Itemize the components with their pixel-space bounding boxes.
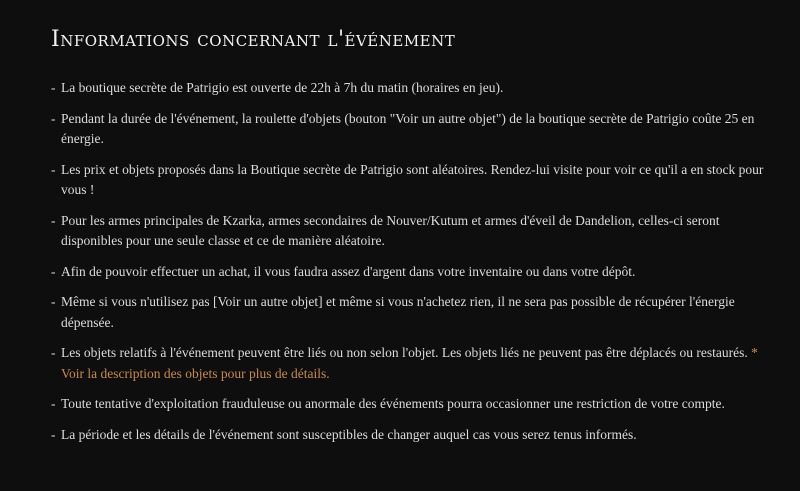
item-text: Pendant la durée de l'événement, la roulette d'objets (bouton "Voir un autre objet") de la boutique secrète de Patrigio coûte 25 en énergie. xyxy=(61,110,755,146)
list-item xyxy=(51,262,771,283)
item-text: Afin de pouvoir effectuer un achat, il vous faudra assez d'argent dans votre inventaire ou dans votre dépôt. xyxy=(61,263,636,279)
list-item xyxy=(51,394,771,415)
bullet-dash: - xyxy=(51,161,56,177)
item-text: Pour les armes principales de Kzarka, armes secondaires de Nouver/Kutum et armes d'éveil de Dandelion, celles-ci seront disponibles pour une seule classe et ce de manière aléatoire. xyxy=(61,212,720,248)
list-item xyxy=(51,292,771,333)
bullet-dash: - xyxy=(51,212,56,228)
list-item xyxy=(51,109,771,150)
item-text: Les objets relatifs à l'événement peuvent être liés ou non selon l'objet. Les objets liés ne peuvent pas être déplacés ou restaurés. xyxy=(61,345,748,360)
list-item xyxy=(51,343,771,384)
bullet-dash: - xyxy=(51,345,56,360)
list-item xyxy=(51,425,771,446)
bullet-dash: - xyxy=(51,80,56,95)
bullet-dash: - xyxy=(51,110,56,126)
list-item xyxy=(51,211,771,252)
page-title: Informations concernant l'événement xyxy=(51,27,456,52)
item-note: * Voir la description des objets pour plus de détails. xyxy=(61,345,758,381)
item-text: La boutique secrète de Patrigio est ouverte de 22h à 7h du matin (horaires en jeu). xyxy=(61,80,504,95)
bullet-dash: - xyxy=(51,294,56,309)
item-text: Toute tentative d'exploitation frauduleuse ou anormale des événements pourra occasionner une restriction de votre compte. xyxy=(61,396,725,411)
item-text: La période et les détails de l'événement sont susceptibles de changer auquel cas vous serez tenus informés. xyxy=(61,426,637,442)
list-item xyxy=(51,160,771,201)
item-text: Les prix et objets proposés dans la Boutique secrète de Patrigio sont aléatoires. Rendez-lui visite pour voir ce qu'il a en stock pour vous ! xyxy=(61,161,764,197)
item-text: Même si vous n'utilisez pas [Voir un autre objet] et même si vous n'achetez rien, il ne sera pas possible de récupérer l'énergie dépensée. xyxy=(61,294,735,330)
list-item xyxy=(51,78,771,99)
bullet-dash: - xyxy=(51,426,56,442)
info-list xyxy=(51,78,771,455)
bullet-dash: - xyxy=(51,396,56,411)
bullet-dash: - xyxy=(51,263,56,279)
